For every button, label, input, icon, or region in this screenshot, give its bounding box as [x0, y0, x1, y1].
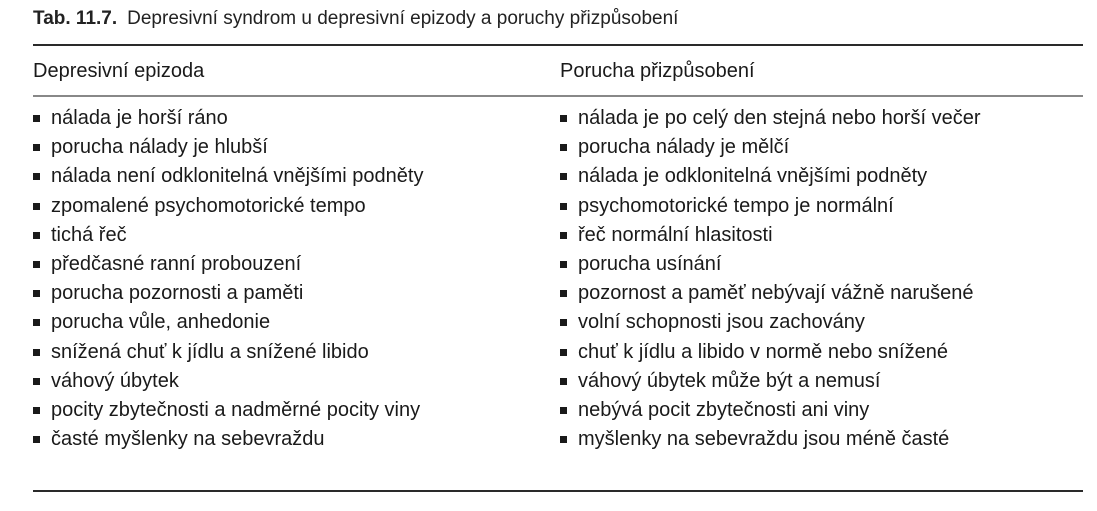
list-item: [33, 192, 423, 221]
column-header-adjustment-disorder: Porucha přizpůsobení: [560, 60, 755, 82]
list-item-text: porucha nálady je mělčí: [578, 136, 790, 159]
bullet-icon: [560, 144, 567, 151]
depressive-episode-list: [33, 104, 423, 454]
bottom-rule: [33, 490, 1083, 492]
table-number: Tab. 11.7.: [33, 8, 118, 29]
list-item-text: porucha pozornosti a paměti: [51, 282, 304, 305]
table-caption: [33, 7, 678, 31]
list-item-text: nálada je odklonitelná vnějšími podněty: [578, 165, 928, 188]
list-item: [560, 425, 981, 454]
list-item-text: tichá řeč: [51, 223, 127, 246]
list-item: [560, 279, 981, 308]
list-item: [560, 367, 981, 396]
list-item-text: nálada je po celý den stejná nebo horší večer: [578, 107, 981, 129]
bullet-icon: [560, 349, 567, 356]
list-item: [560, 338, 981, 367]
list-item: [33, 221, 423, 250]
list-item: [33, 162, 423, 191]
list-item-text: řeč normální hlasitosti: [578, 223, 773, 246]
list-item: [33, 279, 423, 308]
list-item-text: myšlenky na sebevraždu jsou méně časté: [578, 428, 950, 451]
bullet-icon: [33, 115, 40, 122]
list-item-text: pocity zbytečnosti a nadměrné pocity viny: [51, 398, 421, 421]
table-title: Depresivní syndrom u depresivní epizody a poruchy přizpůsobení: [127, 8, 679, 29]
bullet-icon: [33, 290, 40, 297]
list-item: [560, 192, 981, 221]
header-row: [33, 56, 1083, 90]
bullet-icon: [33, 144, 40, 151]
list-item-text: pozornost a paměť nebývají vážně narušené: [578, 282, 974, 305]
list-item-text: psychomotorické tempo je normální: [578, 194, 894, 217]
bullet-icon: [560, 290, 567, 297]
list-item: [33, 425, 423, 454]
bullet-icon: [560, 436, 567, 443]
list-item-text: váhový úbytek: [51, 369, 179, 392]
bullet-icon: [33, 349, 40, 356]
list-item-text: zpomalené psychomotorické tempo: [51, 194, 366, 217]
bullet-icon: [560, 232, 567, 239]
bullet-icon: [33, 232, 40, 239]
list-item: [33, 104, 423, 133]
bullet-icon: [33, 407, 40, 414]
list-item: [560, 162, 981, 191]
bullet-icon: [560, 378, 567, 385]
list-item: [33, 133, 423, 162]
list-item-text: časté myšlenky na sebevraždu: [51, 428, 325, 451]
list-item-text: nálada je horší ráno: [51, 107, 228, 129]
bullet-icon: [560, 203, 567, 210]
list-item: [560, 221, 981, 250]
list-item: [33, 250, 423, 279]
adjustment-disorder-list: [560, 104, 981, 454]
list-item-text: nebývá pocit zbytečnosti ani viny: [578, 398, 870, 421]
list-item-text: porucha nálady je hlubší: [51, 136, 268, 159]
bullet-icon: [33, 173, 40, 180]
bullet-icon: [560, 407, 567, 414]
list-item: [33, 367, 423, 396]
list-item: [560, 250, 981, 279]
bullet-icon: [560, 173, 567, 180]
list-item-text: snížená chuť k jídlu a snížené libido: [51, 340, 369, 363]
list-item-text: porucha vůle, anhedonie: [51, 311, 271, 334]
list-item-text: nálada není odklonitelná vnějšími podněty: [51, 165, 424, 188]
bullet-icon: [33, 319, 40, 326]
list-item-text: chuť k jídlu a libido v normě nebo snížené: [578, 340, 948, 363]
list-item-text: předčasné ranní probouzení: [51, 252, 302, 275]
column-header-depressive-episode: Depresivní epizoda: [33, 60, 205, 82]
bullet-icon: [33, 261, 40, 268]
header-rule: [33, 95, 1083, 97]
list-item: [33, 338, 423, 367]
bullet-icon: [33, 378, 40, 385]
bullet-icon: [560, 115, 567, 122]
list-item-text: váhový úbytek může být a nemusí: [578, 369, 881, 392]
list-item: [560, 133, 981, 162]
list-item-text: porucha usínání: [578, 252, 722, 275]
list-item: [560, 308, 981, 337]
list-item-text: volní schopnosti jsou zachovány: [578, 311, 865, 334]
list-item: [33, 396, 423, 425]
top-rule: [33, 44, 1083, 46]
list-item: [33, 308, 423, 337]
list-item: [560, 396, 981, 425]
bullet-icon: [560, 319, 567, 326]
bullet-icon: [560, 261, 567, 268]
list-item: [560, 104, 981, 133]
bullet-icon: [33, 203, 40, 210]
bullet-icon: [33, 436, 40, 443]
